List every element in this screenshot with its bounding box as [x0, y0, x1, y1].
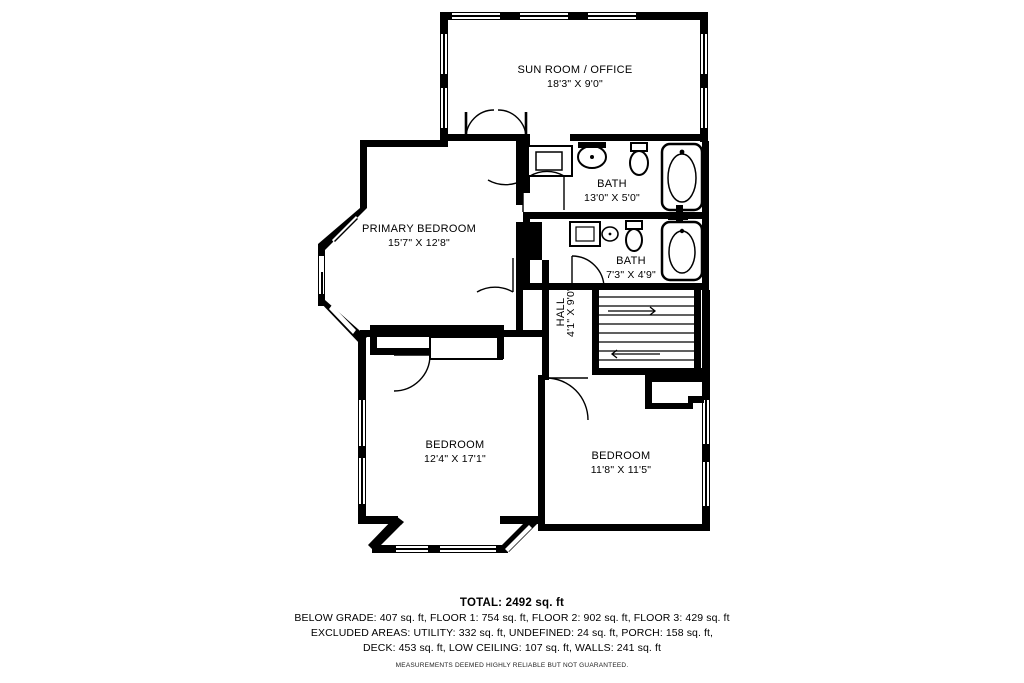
area-summary [0, 597, 1024, 669]
room-name: PRIMARY BEDROOM [361, 223, 477, 235]
room-name: HALL [555, 297, 567, 327]
room-dims: 18'3" X 9'0" [547, 77, 603, 90]
room-dims: 7'3" X 4'9" [606, 268, 656, 281]
area-breakdown-line-3: DECK: 453 sq. ft, LOW CEILING: 107 sq. ft, WALLS: 241 sq. ft [363, 642, 661, 655]
room-dims: 13'0" X 5'0" [584, 191, 640, 204]
room-name: BATH [616, 255, 646, 267]
room-dims-hall [565, 272, 577, 352]
room-dims: 11'8" X 11'5" [590, 463, 652, 476]
area-breakdown-line-1: BELOW GRADE: 407 sq. ft, FLOOR 1: 754 sq. ft, FLOOR 2: 902 sq. ft, FLOOR 3: 429 sq. ft [294, 612, 730, 624]
room-dims: 4'1" X 9'0" [565, 287, 577, 337]
room-dims: 15'7" X 12'8" [388, 236, 450, 249]
total-area: TOTAL: 2492 sq. ft [459, 597, 565, 609]
area-breakdown-line-2: EXCLUDED AREAS: UTILITY: 332 sq. ft, UNDEFINED: 24 sq. ft, PORCH: 158 sq. ft, [310, 627, 714, 640]
room-name: SUN ROOM / OFFICE [517, 64, 633, 76]
room-name: BEDROOM [591, 450, 651, 462]
room-name: BEDROOM [425, 439, 485, 451]
room-dims: 12'4" X 17'1" [424, 452, 486, 465]
measurement-disclaimer: MEASUREMENTS DEEMED HIGHLY RELIABLE BUT NOT GUARANTEED. [395, 661, 629, 669]
room-name: BATH [597, 178, 627, 190]
walls-group [318, 12, 710, 553]
